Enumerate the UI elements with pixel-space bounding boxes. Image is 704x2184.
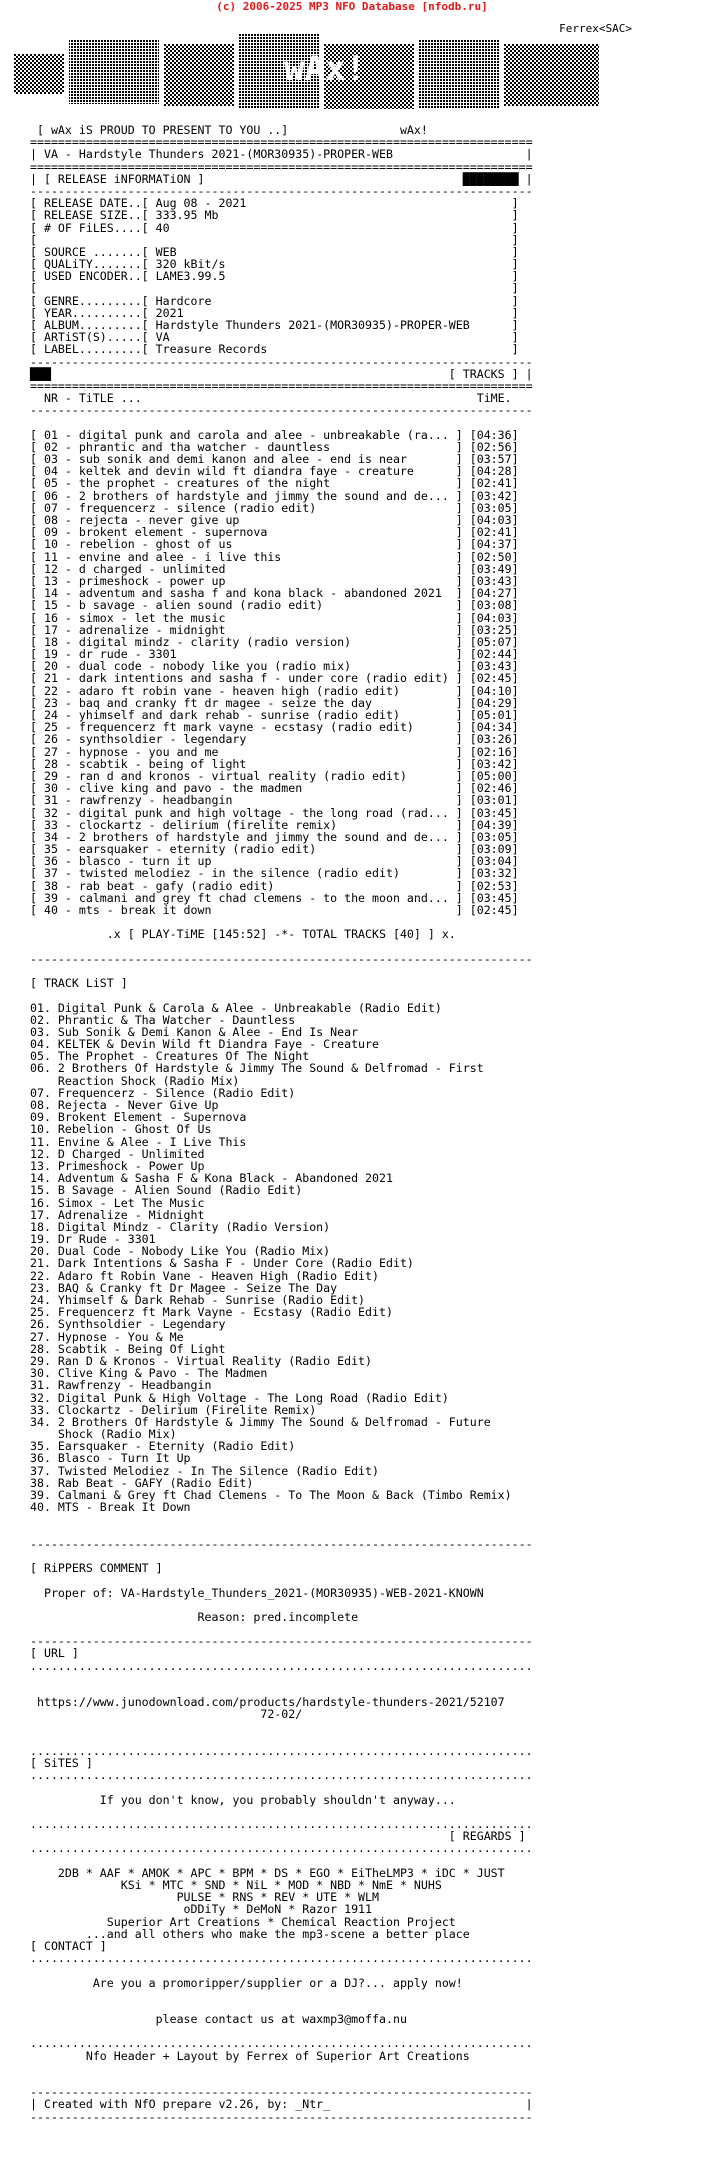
track-row: [ 25 - frequencerz ft mark vayne - ecstasy (radio edit) ] [04:34] [30,720,519,735]
track-row: [ 19 - dr rude - 3301 ] [02:44] [30,647,519,662]
tracklist-item: 19. Dr Rude - 3301 [30,1232,156,1247]
sites-text: If you don't know, you probably shouldn't anyway... [30,1792,533,1807]
tracklist-item: 39. Calmani & Grey ft Chad Clemens - To The Moon & Back (Timbo Remix) [30,1488,512,1502]
track-row: [ 10 - rebelion - ghost of us ] [04:37] [30,537,519,552]
tracklist-item: 38. Rab Beat - GAFY (Radio Edit) [30,1475,254,1490]
tracklist-item: 04. KELTEK & Devin Wild ft Diandra Faye - Creature [30,1037,380,1052]
tracklist-item: 32. Digital Punk & High Voltage - The Long Road (Radio Edit) [30,1390,449,1405]
created-with: | Created with NfO prepare v2.26, by: _Ntr_ | [30,2097,533,2112]
blank [30,1721,533,1733]
logo-text: wAx! [284,49,366,89]
rule: ------------------------------------------------------------------------ [30,2085,533,2100]
tracklist-item: 08. Rejecta - Never Give Up [30,1098,219,1112]
track-row: [ 09 - brokent element - supernova ] [02:41] [30,525,519,540]
section-header-rippers: [ RiPPERS COMMENT ] [30,1561,163,1576]
track-row: [ 24 - yhimself and dark rehab - sunrise (radio edit) ] [05:01] [30,708,519,722]
rule: ======================================================================== [30,378,533,393]
blank [30,1513,533,1525]
info-album: [ ALBUM.........[ Hardstyle Thunders 2021-(MOR30935)-PROPER-WEB ] [30,318,519,332]
track-row: [ 20 - dual code - nobody like you (radio mix) ] [03:43] [30,659,519,674]
track-row: [ 27 - hypnose - you and me ] [02:16] [30,744,519,759]
rule: ------------------------------------------------------------------------ [30,183,533,198]
tracklist-item: 33. Clockartz - Delirium (Firelite Remix) [30,1402,317,1417]
track-row: [ 37 - twisted melodiez - in the silence (radio edit) ] [03:32] [30,866,519,881]
tracklist-item: 30. Clive King & Pavo - The Madmen [30,1366,268,1381]
section-header-contact: [ CONTACT ] [30,1938,107,1953]
tracklist-item: 37. Twisted Melodiez - In The Silence (Radio Edit) [30,1463,380,1478]
tracklist-item: 02. Phrantic & Tha Watcher - Dauntless [30,1012,296,1027]
regards-line: KSi * MTC * SND * NiL * MOD * NBD * NmE * NUHS [30,1878,533,1892]
tracklist-item: 12. D Charged - Unlimited [30,1146,205,1161]
tracklist-item: 11. Envine & Alee - I Live This [30,1134,247,1149]
blank [30,2062,533,2074]
blank [30,1672,533,1684]
track-row: [ 06 - 2 brothers of hardstyle and jimmy the sound and de... ] [03:42] [30,488,519,503]
track-row: [ 23 - baq and cranky ft dr magee - seize the day ] [04:29] [30,695,519,710]
blank [30,989,533,1001]
info-release-size: [ RELEASE SIZE..[ 333.95 Mb ] [30,208,519,223]
track-row: [ 04 - keltek and devin wild ft diandra faye - creature ] [04:28] [30,464,519,479]
track-row: [ 36 - blasco - turn it up ] [03:04] [30,854,519,869]
tracklist-item: Shock (Radio Mix) [30,1427,177,1442]
rule: ........................................................................ [30,1768,533,1783]
url-line: https://www.junodownload.com/products/hardstyle-thunders-2021/52107 [30,1695,505,1710]
rule: ------------------------------------------------------------------------ [30,354,533,369]
tracklist-item: 21. Dark Intentions & Sasha F - Under Core (Radio Edit) [30,1256,414,1271]
rule: ........................................................................ [30,1841,533,1856]
tagline: [ wAx iS PROUD TO PRESENT TO YOU ..] wAx! [30,123,428,137]
tracklist-item: 09. Brokent Element - Supernova [30,1110,247,1125]
tracklist-item: 10. Rebelion - Ghost Of Us [30,1122,212,1137]
tracklist-item: 18. Digital Mindz - Clarity (Radio Version) [30,1219,331,1234]
regards-line: ...and all others who make the mp3-scene a better place [30,1926,533,1941]
rule: ........................................................................ [30,1951,533,1966]
track-row: [ 18 - digital mindz - clarity (radio version) ] [05:07] [30,634,519,649]
rule: ........................................................................ [30,1817,533,1832]
rule: ........................................................................ [30,2036,533,2051]
ascii-logo [14,34,614,124]
section-header-tracks: ███ [ TRACKS ] | [30,366,533,381]
tracklist-item: 24. Yhimself & Dark Rehab - Sunrise (Radio Edit) [30,1293,366,1307]
logo-glyphs [14,34,599,109]
rule: ------------------------------------------------------------------------ [30,951,533,966]
regards-line: PULSE * RNS * REV * UTE * WLM [30,1890,533,1905]
blank [30,1964,533,1976]
tracklist-item: 36. Blasco - Turn It Up [30,1451,191,1466]
track-row: [ 30 - clive king and pavo - the madmen ] [02:46] [30,781,519,796]
info-year: [ YEAR..........[ 2021 ] [30,305,519,320]
tracklist-item: 01. Digital Punk & Carola & Alee - Unbreakable (Radio Edit) [30,1000,442,1015]
section-header-regards: [ REGARDS ] [30,1829,526,1844]
tracklist-item: 27. Hypnose - You & Me [30,1329,184,1344]
track-row: [ 40 - mts - break it down ] [02:45] [30,903,519,917]
playtime-summary: .x [ PLAY-TiME [145:52] -*- TOTAL TRACKS [40] ] x. [30,927,533,942]
track-row: [ 35 - earsquaker - eternity (radio edit) ] [03:09] [30,842,519,857]
blank: [ ] [30,232,519,247]
blank [30,1855,533,1867]
tracklist-item: 13. Primeshock - Power Up [30,1158,205,1173]
tracklist-item: 25. Frequencerz ft Mark Vayne - Ecstasy (Radio Edit) [30,1305,393,1320]
tracklist-item: 06. 2 Brothers Of Hardstyle & Jimmy The Sound & Delfromad - First [30,1061,484,1076]
info-quality: [ QUALiTY.......[ 320 kBit/s ] [30,257,519,272]
tracklist-item: 16. Simox - Let The Music [30,1195,205,1210]
author-tag: Ferrex<SAC> [559,22,632,35]
nfo-body [30,124,533,2123]
track-row: [ 21 - dark intentions and sasha f - under core (radio edit) ] [02:45] [30,671,519,686]
info-encoder: [ USED ENCODER..[ LAME3.99.5 ] [30,269,519,284]
tracklist-item: 31. Rawfrenzy - Headbangin [30,1378,212,1393]
track-row: [ 15 - b savage - alien sound (radio edit) ] [03:08] [30,598,519,613]
track-row: [ 34 - 2 brothers of hardstyle and jimmy the sound and de... ] [03:05] [30,829,519,844]
rule: ======================================================================== [30,159,533,174]
track-row: [ 26 - synthsoldier - legendary ] [03:26] [30,732,519,747]
section-header-tracklist: [ TRACK LiST ] [30,976,128,991]
tracklist-item: 22. Adaro ft Robin Vane - Heaven High (Radio Edit) [30,1268,380,1283]
blank: [ ] [30,281,519,296]
rule: ------------------------------------------------------------------------ [30,1536,533,1551]
rule: ------------------------------------------------------------------------ [30,1634,533,1649]
track-columns: NR - TiTLE ... TiME. [30,391,512,406]
section-header-release: | [ RELEASE iNFORMATiON ] ████████ | [30,171,533,186]
tracklist-item: 14. Adventum & Sasha F & Kona Black - Abandoned 2021 [30,1171,393,1186]
track-row: [ 32 - digital punk and high voltage - the long road (rad... ] [03:45] [30,805,519,820]
reason: Reason: pred.incomplete [30,1609,533,1624]
track-row: [ 14 - adventum and sasha f and kona black - abandoned 2021 ] [04:27] [30,586,519,601]
rule: ======================================================================== [30,135,533,150]
blank [30,941,533,953]
tracklist-item: 07. Frequencerz - Silence (Radio Edit) [30,1085,296,1100]
tracklist-item: 23. BAQ & Cranky ft Dr Magee - Seize The Day [30,1280,338,1295]
section-header-sites: [ SiTES ] [30,1756,93,1771]
release-title: | VA - Hardstyle Thunders 2021-(MOR30935)-PROPER-WEB | [30,147,533,162]
tracklist-item: 15. B Savage - Alien Sound (Radio Edit) [30,1183,303,1198]
tracklist-item: 35. Earsquaker - Eternity (Radio Edit) [30,1439,296,1454]
url-line: 72-02/ [30,1707,533,1722]
tracklist-item: 20. Dual Code - Nobody Like You (Radio Mix) [30,1244,331,1259]
track-row: [ 08 - rejecta - never give up ] [04:03] [30,513,519,527]
track-row: [ 22 - adaro ft robin vane - heaven high (radio edit) ] [04:10] [30,683,519,698]
section-header-url: [ URL ] [30,1646,79,1661]
blank [30,1782,533,1794]
blank [30,1574,533,1586]
regards-line: 2DB * AAF * AMOK * APC * BPM * DS * EGO * EiTheLMP3 * iDC * JUST [30,1865,533,1880]
track-row: [ 02 - phrantic and tha watcher - dauntless ] [02:56] [30,439,519,454]
copyright-banner: (c) 2006-2025 MP3 NFO Database [nfodb.ru] [216,0,488,13]
track-row: [ 11 - envine and alee - i live this ] [02:50] [30,549,519,564]
track-row: [ 28 - scabtik - being of light ] [03:42] [30,756,519,771]
track-row: [ 13 - primeshock - power up ] [03:43] [30,573,519,588]
info-num-files: [ # OF FiLES....[ 40 ] [30,220,519,235]
track-row: [ 33 - clockartz - delirium (firelite remix) ] [04:39] [30,817,519,832]
track-row: [ 07 - frequencerz - silence (radio edit) ] [03:05] [30,500,519,515]
info-label: [ LABEL.........[ Treasure Records ] [30,342,519,357]
tracklist-item: Reaction Shock (Radio Mix) [30,1073,240,1088]
track-row: [ 29 - ran d and kronos - virtual reality (radio edit) ] [05:00] [30,768,519,783]
track-row: [ 01 - digital punk and carola and alee - unbreakable (ra... ] [04:36] [30,427,519,442]
contact-line: Are you a promoripper/supplier or a DJ?... apply now! [30,1975,533,1990]
proper-of: Proper of: VA-Hardstyle_Thunders_2021-(MOR30935)-WEB-2021-KNOWN [30,1585,484,1600]
track-row: [ 05 - the prophet - creatures of the night ] [02:41] [30,476,519,491]
tracklist-item: 17. Adrenalize - Midnight [30,1207,205,1222]
rule: ........................................................................ [30,1658,533,1673]
track-row: [ 03 - sub sonik and demi kanon and alee - end is near ] [03:57] [30,452,519,467]
rule: ------------------------------------------------------------------------ [30,403,533,418]
info-genre: [ GENRE.........[ Hardcore ] [30,293,519,308]
blank [30,1526,533,1538]
rule: ------------------------------------------------------------------------ [30,2109,533,2124]
contact-line: please contact us at waxmp3@moffa.nu [30,2012,533,2027]
blank [30,417,533,429]
regards-line: oDDiTy * DeMoN * Razor 1911 [30,1902,533,1917]
regards-line: Superior Art Creations * Chemical Reaction Project [30,1914,533,1929]
tracklist-item: 29. Ran D & Kronos - Virtual Reality (Radio Edit) [30,1353,373,1368]
tracklist-item: 03. Sub Sonik & Demi Kanon & Alee - End Is Near [30,1024,359,1039]
tracklist-item: 28. Scabtik - Being Of Light [30,1341,226,1356]
tracklist-item: 34. 2 Brothers Of Hardstyle & Jimmy The Sound & Delfromad - Future [30,1414,491,1429]
rule: ........................................................................ [30,1743,533,1758]
track-row: [ 39 - calmani and grey ft chad clemens - to the moon and... ] [03:45] [30,890,519,905]
track-row: [ 38 - rab beat - gafy (radio edit) ] [02:53] [30,878,519,893]
track-row: [ 16 - simox - let the music ] [04:03] [30,610,519,625]
track-row: [ 17 - adrenalize - midnight ] [03:25] [30,622,519,637]
info-source: [ SOURCE .......[ WEB ] [30,244,519,259]
info-artist: [ ARTiST(S).....[ VA ] [30,330,519,345]
info-release-date: [ RELEASE DATE..[ Aug 08 - 2021 ] [30,196,519,211]
blank [30,1989,533,2001]
tracklist-item: 05. The Prophet - Creatures Of The Night [30,1049,310,1064]
track-row: [ 31 - rawfrenzy - headbangin ] [03:01] [30,793,519,808]
tracklist-item: 40. MTS - Break It Down [30,1500,191,1515]
track-row: [ 12 - d charged - unlimited ] [03:49] [30,561,519,576]
footer-credit: Nfo Header + Layout by Ferrex of Superior Art Creations [30,2048,533,2063]
tracklist-item: 26. Synthsoldier - Legendary [30,1317,226,1332]
